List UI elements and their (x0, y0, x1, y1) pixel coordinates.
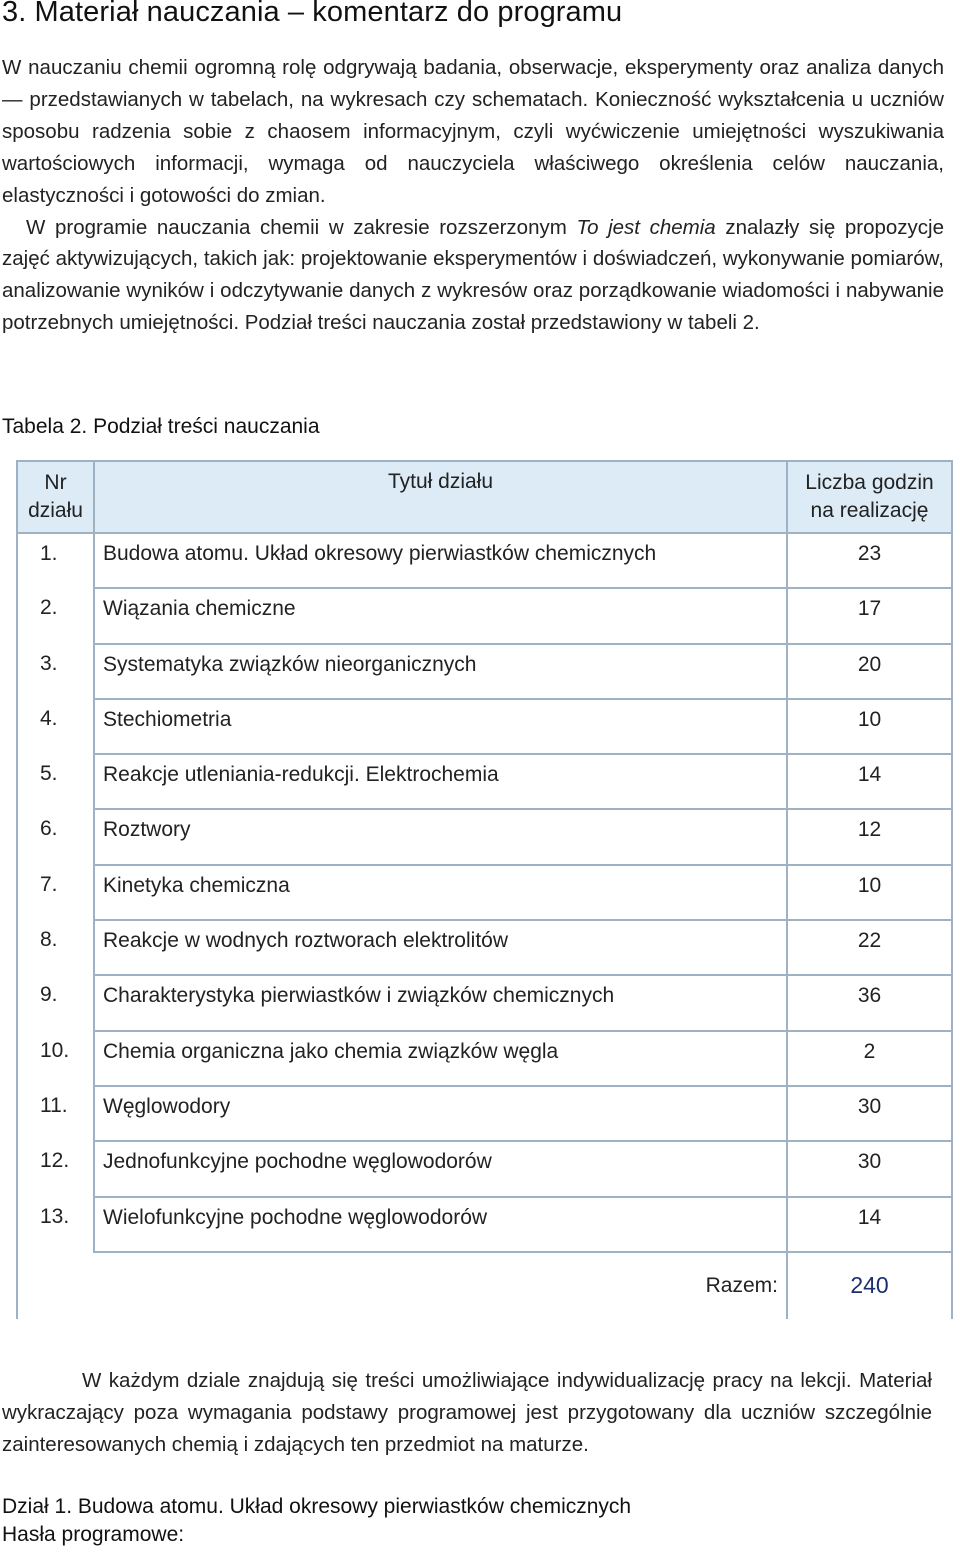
intro-section (2, 52, 944, 339)
row-hours: 10 (787, 699, 952, 754)
row-number: 1. (17, 533, 94, 588)
table-row (17, 754, 952, 809)
row-number: 10. (17, 1031, 94, 1086)
section-title: Dział 1. Budowa atomu. Układ okresowy pierwiastków chemicznych (2, 1495, 632, 1518)
table-row (17, 588, 952, 643)
closing-section (2, 1365, 932, 1461)
program-paragraph (2, 212, 944, 340)
header-nr-line2: działu (28, 499, 83, 522)
table-row (17, 1197, 952, 1252)
table-row (17, 699, 952, 754)
row-title: Charakterystyka pierwiastków i związków chemicznych (94, 975, 787, 1030)
row-title: Reakcje w wodnych roztworach elektrolitów (94, 920, 787, 975)
header-nr-line1: Nr (44, 471, 67, 494)
table-row (17, 644, 952, 699)
table-caption-label: Tabela 2. (2, 415, 88, 438)
row-number: 8. (17, 920, 94, 975)
row-number: 4. (17, 699, 94, 754)
row-number: 5. (17, 754, 94, 809)
header-title: Tytuł działu (94, 461, 787, 533)
header-hours-line2: na realizację (810, 499, 929, 522)
header-hours-line1: Liczba godzin (805, 471, 934, 494)
table-caption-text: Podział treści nauczania (87, 415, 320, 438)
table-row (17, 865, 952, 920)
table-row (17, 1141, 952, 1196)
content-table (16, 460, 953, 1319)
table-total-row (17, 1252, 952, 1319)
row-number: 9. (17, 975, 94, 1030)
total-label: Razem: (17, 1252, 787, 1319)
program-paragraph-before: W programie nauczania chemii w zakresie rozszerzonym (26, 215, 577, 239)
row-number: 3. (17, 644, 94, 699)
header-hours (787, 461, 952, 533)
row-title: Wielofunkcyjne pochodne węglowodorów (94, 1197, 787, 1252)
row-hours: 17 (787, 588, 952, 643)
table-row (17, 1086, 952, 1141)
row-title: Roztwory (94, 809, 787, 864)
row-hours: 2 (787, 1031, 952, 1086)
section-subtitle: Hasła programowe: (2, 1523, 185, 1546)
table-row (17, 809, 952, 864)
table-body (17, 533, 952, 1319)
row-hours: 12 (787, 809, 952, 864)
row-hours: 23 (787, 533, 952, 588)
row-title: Węglowodory (94, 1086, 787, 1141)
row-title: Stechiometria (94, 699, 787, 754)
table-row (17, 975, 952, 1030)
row-title: Chemia organiczna jako chemia związków węgla (94, 1031, 787, 1086)
row-number: 11. (17, 1086, 94, 1141)
row-title: Wiązania chemiczne (94, 588, 787, 643)
table-row (17, 920, 952, 975)
row-hours: 14 (787, 1197, 952, 1252)
row-hours: 14 (787, 754, 952, 809)
header-nr (17, 461, 94, 533)
program-paragraph-after: znalazły się propozycje zajęć aktywizujących, takich jak: projektowanie eksperymentów i doświadczeń, wykonywanie pomiarów, analizowanie wyników i odczytywanie danych z wykresów oraz porządkowanie wiadomości i nabywanie potrzebnych umiejętności. Podział treści nauczania został przedstawiony w tabeli 2. (2, 215, 944, 335)
row-hours: 20 (787, 644, 952, 699)
row-hours: 30 (787, 1086, 952, 1141)
row-title: Budowa atomu. Układ okresowy pierwiastków chemicznych (94, 533, 787, 588)
row-title: Reakcje utleniania-redukcji. Elektrochemia (94, 754, 787, 809)
row-number: 6. (17, 809, 94, 864)
row-title: Systematyka związków nieorganicznych (94, 644, 787, 699)
row-number: 2. (17, 588, 94, 643)
row-number: 13. (17, 1197, 94, 1252)
total-value: 240 (787, 1252, 952, 1319)
table-row (17, 533, 952, 588)
row-hours: 10 (787, 865, 952, 920)
table-header-row (17, 461, 952, 533)
table-row (17, 1031, 952, 1086)
program-title: To jest chemia (576, 215, 716, 239)
row-hours: 22 (787, 920, 952, 975)
section-block (2, 1493, 631, 1549)
row-title: Kinetyka chemiczna (94, 865, 787, 920)
intro-paragraph: W nauczaniu chemii ogromną rolę odgrywają badania, obserwacje, eksperymenty oraz analiza danych — przedstawianych w tabelach, na wykresach czy schematach. Konieczność wykształcenia u uczniów sposobu radzenia sobie z chaosem informacyjnym, czyli wyćwiczenie umiejętności wyszukiwania wartościowych informacji, wymaga od nauczyciela właściwego określenia celów nauczania, elastyczności i gotowości do zmian. (2, 56, 944, 207)
closing-paragraph: W każdym dziale znajdują się treści umożliwiające indywidualizację pracy na lekcji. Materiał wykraczający poza wymagania podstawy programowej jest przygotowany dla uczniów szczególnie zainteresowanych chemią i zdających ten przedmiot na maturze. (2, 1369, 932, 1456)
row-hours: 30 (787, 1141, 952, 1196)
row-title: Jednofunkcyjne pochodne węglowodorów (94, 1141, 787, 1196)
row-hours: 36 (787, 975, 952, 1030)
page-heading: 3. Materiał nauczania – komentarz do programu (2, 0, 623, 28)
row-number: 12. (17, 1141, 94, 1196)
row-number: 7. (17, 865, 94, 920)
table-caption (2, 415, 320, 439)
